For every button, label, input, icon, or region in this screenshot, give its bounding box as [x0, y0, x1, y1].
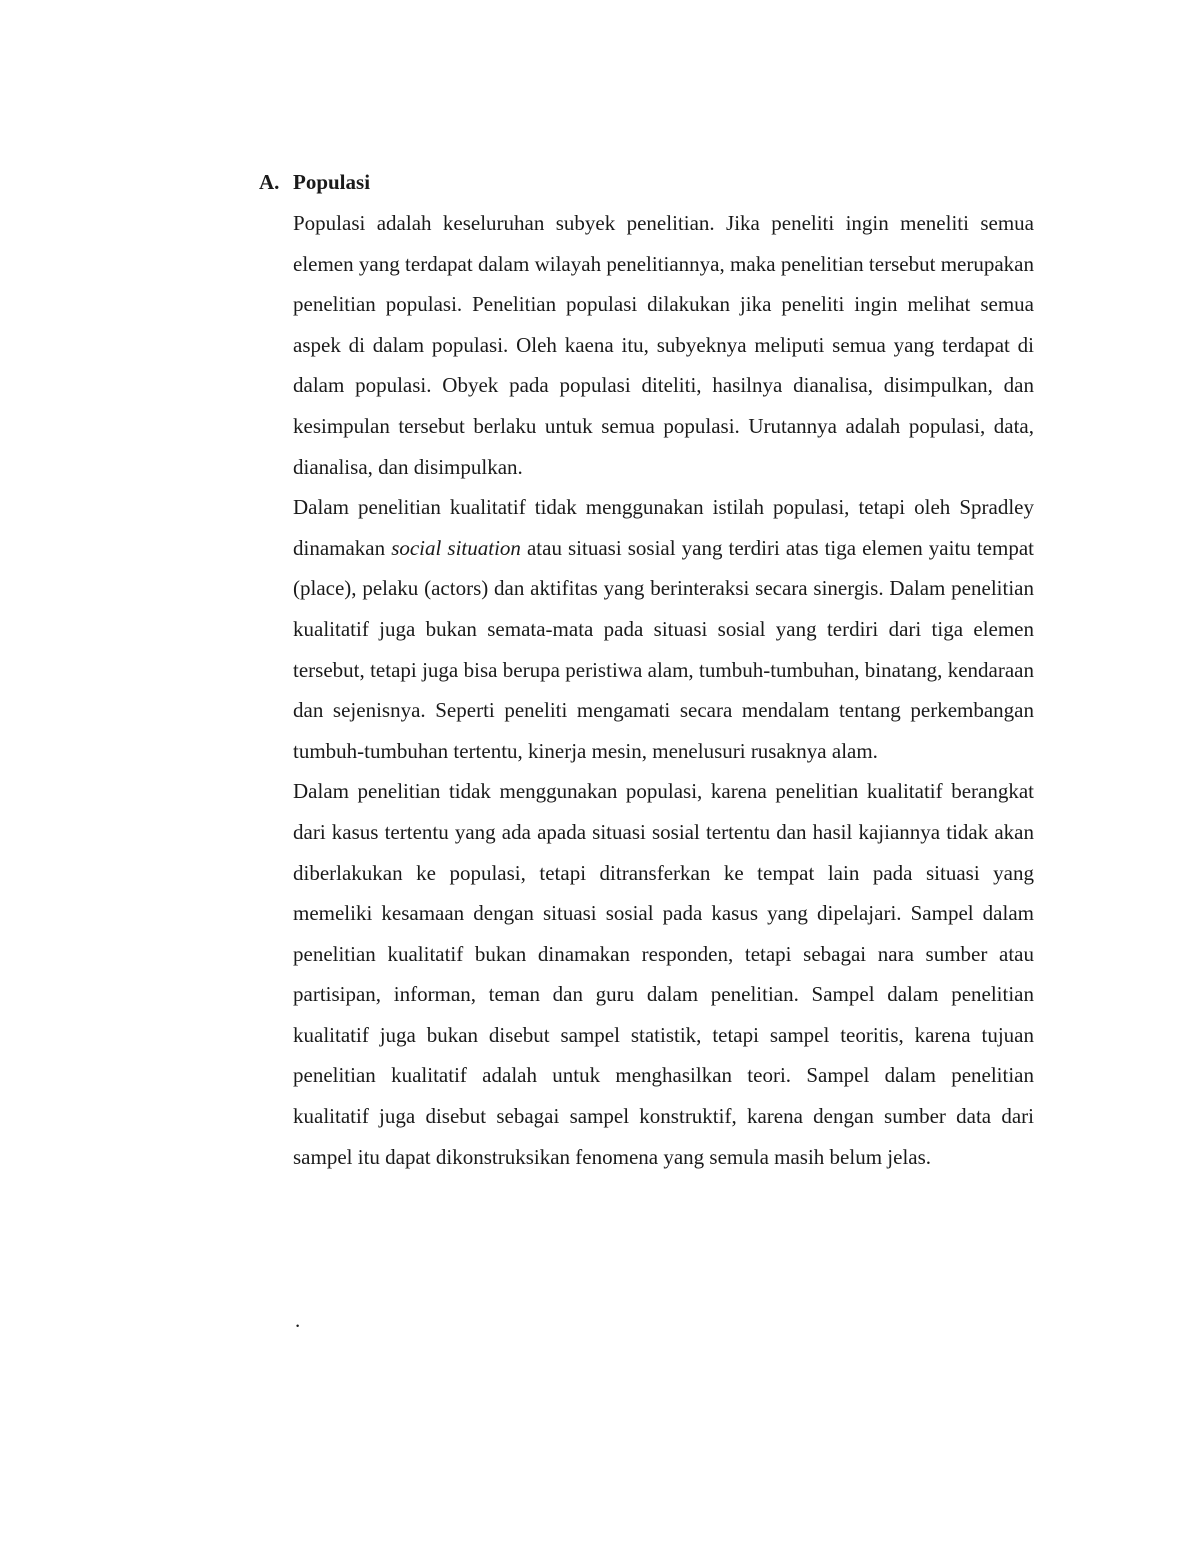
paragraph-2-text-start: Dalam penelitian kualitatif tidak menggunakan istilah populasi, tetapi oleh Spradley dinamakan: [293, 495, 1034, 560]
paragraph-2-italic-term: social situation: [391, 535, 521, 560]
section-body: [293, 203, 1034, 1177]
trailing-mark: .: [295, 1308, 301, 1332]
paragraph-3: Dalam penelitian tidak menggunakan populasi, karena penelitian kualitatif berangkat dari kasus tertentu yang ada apada situasi sosial tertentu dan hasil kajiannya tidak akan diberlakukan ke populasi, tetapi ditransferkan ke tempat lain pada situasi yang memeliki kesamaan dengan situasi sosial pada kasus yang dipelajari. Sampel dalam penelitian kualitatif bukan dinamakan responden, tetapi sebagai nara sumber atau partisipan, informan, teman dan guru dalam penelitian. Sampel dalam penelitian kualitatif juga bukan disebut sampel statistik, tetapi sampel teoritis, karena tujuan penelitian kualitatif adalah untuk menghasilkan teori. Sampel dalam penelitian kualitatif juga disebut sebagai sampel konstruktif, karena dengan sumber data dari sampel itu dapat dikonstruksikan fenomena yang semula masih belum jelas.: [293, 779, 1034, 1169]
section-marker: A.: [259, 170, 280, 194]
section-heading: [259, 166, 370, 198]
paragraph-1: Populasi adalah keseluruhan subyek penelitian. Jika peneliti ingin meneliti semua elemen yang terdapat dalam wilayah penelitiannya, maka penelitian tersebut merupakan penelitian populasi. Penelitian populasi dilakukan jika peneliti ingin melihat semua aspek di dalam populasi. Oleh kaena itu, subyeknya meliputi semua yang terdapat di dalam populasi. Obyek pada populasi diteliti, hasilnya dianalisa, disimpulkan, dan kesimpulan tersebut berlaku untuk semua populasi. Urutannya adalah populasi, data, dianalisa, dan disimpulkan.: [293, 211, 1034, 479]
paragraph-2-text-end: atau situasi sosial yang terdiri atas tiga elemen yaitu tempat (place), pelaku (actors) dan aktifitas yang berinteraksi secara sinergis. Dalam penelitian kualitatif juga bukan semata-mata pada situasi sosial yang terdiri dari tiga elemen tersebut, tetapi juga bisa berupa peristiwa alam, tumbuh-tumbuhan, binatang, kendaraan dan sejenisnya. Seperti peneliti mengamati secara mendalam tentang perkembangan tumbuh-tumbuhan tertentu, kinerja mesin, menelusuri rusaknya alam.: [293, 535, 1034, 763]
section-title: Populasi: [293, 170, 371, 194]
paragraph-2: [293, 487, 1034, 771]
